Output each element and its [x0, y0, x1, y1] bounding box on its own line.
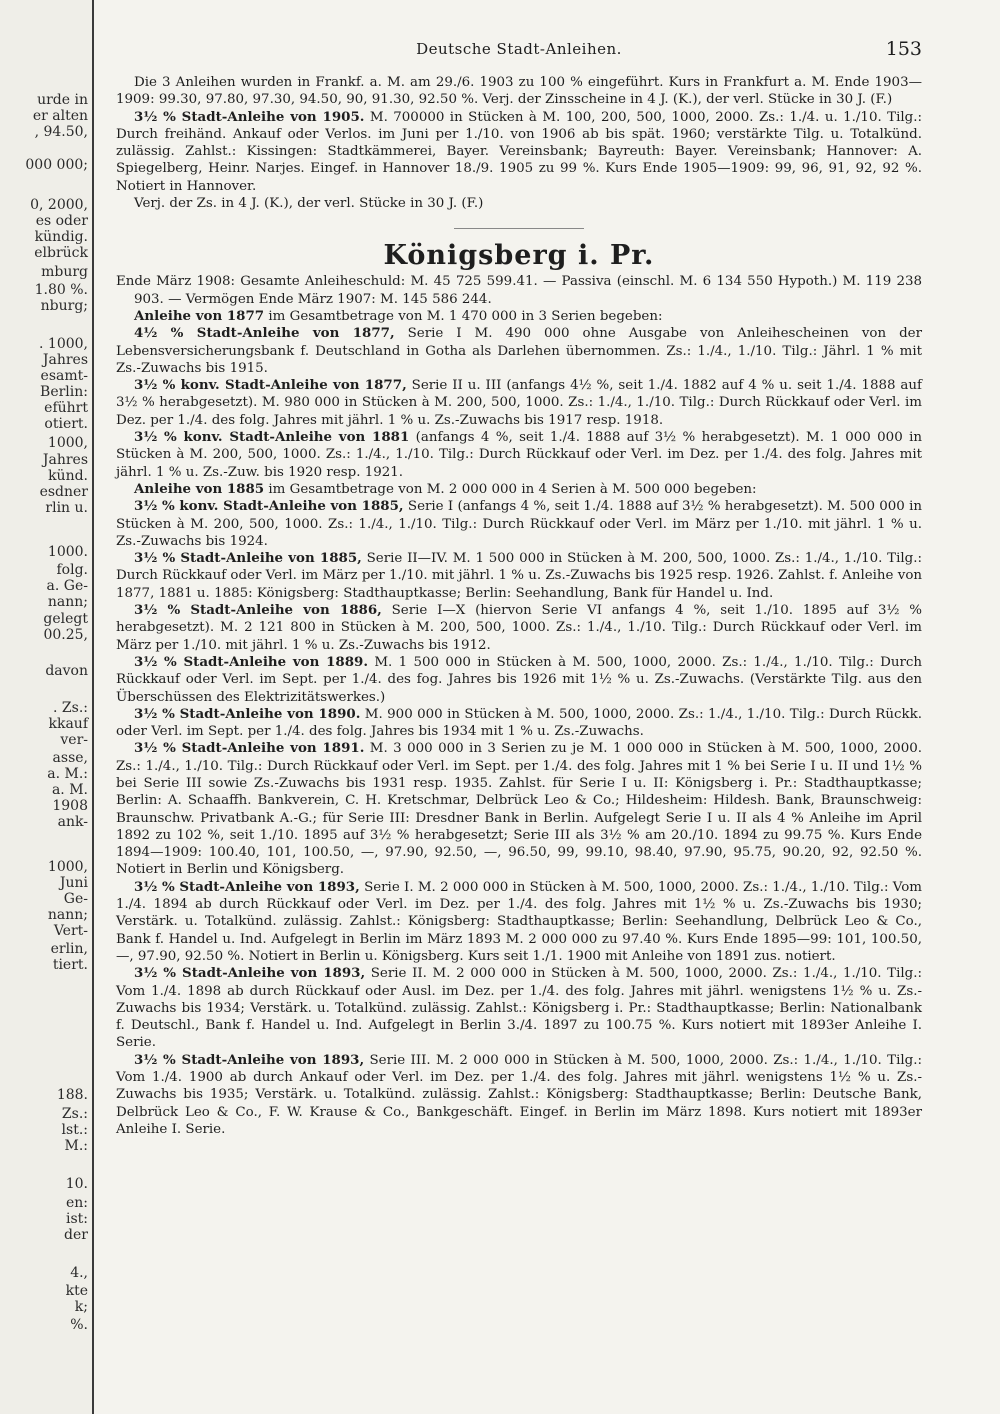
paragraph-1903-listing: Die 3 Anleihen wurden in Frankf. a. M. am 29./6. 1903 zu 100 % eingeführt. Kurs in Frankfurt a. M. Ende 1903—1909: 99.30, 97.80, 97.30, 94.50, 90, 91.30, 92.50 %. Verj. der Zinsscheine in 4 J. (K.), der verl. Stücke in 30 J. (F.) [116, 75, 922, 108]
left-margin-column [0, 0, 94, 1414]
margin-fragment: 1908 [52, 798, 88, 814]
main-text [116, 74, 922, 1138]
margin-fragment: ist: [65, 1211, 88, 1227]
margin-fragment: ank- [57, 814, 88, 830]
margin-fragment: esamt- [40, 368, 88, 384]
margin-fragment: 1.80 %. [34, 282, 88, 298]
loan-paragraph [116, 706, 922, 741]
margin-fragment: 1000. [47, 544, 88, 560]
margin-fragment: Zs.: [61, 1106, 88, 1122]
margin-fragment: %. [70, 1317, 88, 1333]
loan-text: M. 700000 in Stücken à M. 100, 200, 500, 1000, 2000. Zs.: 1./4. u. 1./10. Tilg.: Durch freihänd. Ankauf oder Verlos. im Juni per 1./10. von 1906 ab bis spät. 1960; verstärkte Tilg. u. Totalkünd. zulässig. Zahlst.: Kissingen: Stadtkämmerei, Bayer. Vereinsbank; Bayreuth: Bayer. Vereinsbank; Hannover: A. Spiegelberg, Heinr. Narjes. Eingef. in Hannover 18./9. 1905 zu 99 %. Kurs Ende 1905—1909: 99, 96, 91, 92, 92 %. Notiert in Hannover. [116, 109, 922, 194]
margin-fragment: gelegt [43, 611, 88, 627]
margin-fragment: a. M. [51, 782, 88, 798]
loan-text: M. 900 000 in Stücken à M. 500, 1000, 2000. Zs.: 1./4., 1./10. Tilg.: Durch Rückk. oder Verl. im Sept. per 1./4. des folg. Jahres bis 1934 mit 1 % u. Zs.-Zuwachs. [116, 706, 922, 740]
margin-fragment: kündig. [34, 229, 88, 245]
margin-fragment: 1000, [47, 435, 88, 451]
page-header [116, 40, 922, 64]
margin-fragment: 000 000; [25, 157, 88, 173]
loan-text: Serie II u. III (anfangs 4½ %, seit 1./4. 1882 auf 4 % u. seit 1./4. 1888 auf 3½ % herabgesetzt). M. 980 000 in Stücken à M. 200, 500, 1000. Zs.: 1./4., 1./10. Tilg.: Durch Rückkauf oder Verl. im Dez. per 1./4. des folg. Jahres mit jährl. 1 % u. Zs.-Zuwachs bis 1917 resp. 1918. [116, 378, 922, 428]
loan-title: 3½ % Stadt-Anleihe von 1886, [134, 602, 382, 619]
loan-title: 3½ % Stadt-Anleihe von 1893, [134, 878, 360, 895]
loan-text: im Gesamtbetrage von M. 1 470 000 in 3 Serien begeben: [264, 308, 663, 324]
loan-title: 3½ % konv. Stadt-Anleihe von 1877, [134, 377, 407, 394]
margin-fragment: folg. [56, 562, 88, 578]
city-intro: Ende März 1908: Gesamte Anleiheschuld: M. 45 725 599.41. — Passiva (einschl. M. 6 134 550 Hypoth.) M. 119 238 903. — Vermögen Ende März 1907: M. 145 586 244. [116, 274, 922, 307]
loan-text: M. 1 500 000 in Stücken à M. 500, 1000, 2000. Zs.: 1./4., 1./10. Tilg.: Durch Rückkauf oder Verl. im Sept. per 1./4. des fog. Jahres bis 1926 mit 1½ % u. Zs.-Zuwachs. (Verstärkte Tilg. aus den Überschüssen des Elektrizitätswerkes.) [116, 654, 923, 705]
loan-text: Serie I—X (hiervon Serie VI anfangs 4 %, seit 1./10. 1895 auf 3½ % herabgesetzt). M. 2 121 800 in Stücken à M. 200, 500, 1000. Zs.: 1./4., 1./10. Tilg.: Durch Rückkauf oder Verl. im März per 1./10. mit jährl. 1 % u. Zs.-Zuwachs bis 1912. [116, 603, 923, 653]
margin-fragment: esdner [39, 484, 88, 500]
loan-text: im Gesamtbetrage von M. 2 000 000 in 4 Serien à M. 500 000 begeben: [264, 481, 757, 497]
margin-fragment: k; [74, 1299, 88, 1315]
loan-paragraph [116, 498, 922, 550]
margin-fragment: Ge- [63, 891, 88, 907]
margin-fragment: 1000, [47, 859, 88, 875]
loan-title: 3½ % Stadt-Anleihe von 1885, [134, 550, 362, 567]
loan-paragraph [116, 740, 922, 878]
margin-fragment: . 1000, [39, 336, 88, 352]
margin-fragment: . Zs.: [53, 700, 88, 716]
loan-text: M. 3 000 000 in 3 Serien zu je M. 1 000 000 in Stücken à M. 500, 1000, 2000. Zs.: 1./4., 1./10. Tilg.: Durch Rückkauf oder Verl. im Sept. per 1./4. des folg. Jahres mit 1 % bei Serie I u. II und 1½ % bei Serie III sowie Zs.-Zuwachs bis 1931 resp. 1935. Zahlst. für Serie I u. II: Königsberg i. Pr.: Stadthauptkasse; Berlin: A. Schaaffh. Bankverein, C. H. Kretschmar, Delbrück Leo & Co.; Hildesheim: Hildesh. Bank, Braunschweig: Braunschw. Privatbank A.-G.; für Serie III: Dresdner Bank in Berlin. Aufgelegt Serie I u. II als 4 % Anleihe im April 1892 zu 102 %, seit 1./10. 1895 auf 3½ % herabgesetzt; Serie III als 3½ % am 20./10. 1894 zu 99.75 %. Kurs Ende 1894—1909: 100.40, 101, 100.50, —, 97.90, 92.50, —, 96.50, 99, 99.10, 98.40, 97.90, 95.75, 90.20, 92, 92.50 %. Notiert in Berlin und Königsberg. [116, 741, 922, 878]
paragraph-limitation: Verj. der Zs. in 4 J. (K.), der verl. Stücke in 30 J. (F.) [134, 196, 484, 212]
margin-fragment: er alten [32, 108, 88, 124]
margin-fragment: 4., [70, 1265, 88, 1281]
margin-fragment: asse, [52, 750, 88, 766]
margin-fragment: erlin, [50, 941, 88, 957]
margin-fragment: 0, 2000, [30, 197, 88, 213]
margin-fragment: der [64, 1227, 88, 1243]
margin-fragment: ver- [60, 732, 88, 748]
margin-fragment: nburg; [40, 298, 88, 314]
loan-title: Anleihe von 1877 [134, 307, 265, 324]
loan-text: Serie III. M. 2 000 000 in Stücken à M. 500, 1000, 2000. Zs.: 1./4., 1./10. Tilg.: Vom 1./4. 1900 ab durch Ankauf oder Verl. im Dez. per 1./4. des folg. Jahres mit jährl. wenigstens 1½ % u. Zs.-Zuwachs bis 1935; Verstärk. u. Totalkünd. zulässig. Zahlst.: Königsberg: Stadthauptkasse; Berlin: Deutsche Bank, Delbrück Leo & Co., F. W. Krause & Co., Bankgeschäft. Eingef. in Berlin im März 1898. Kurs notiert mit 1893er Anleihe I. Serie. [116, 1052, 922, 1137]
margin-fragment: mburg [41, 264, 88, 280]
loan-paragraph [116, 308, 922, 325]
margin-fragment: M.: [64, 1138, 88, 1154]
loan-title: 3½ % Stadt-Anleihe von 1905. [134, 108, 365, 125]
loan-title: 3½ % Stadt-Anleihe von 1891. [134, 740, 365, 757]
margin-fragment: tiert. [52, 957, 88, 973]
loan-title: 3½ % Stadt-Anleihe von 1890. [134, 705, 361, 722]
loan-paragraph [116, 654, 922, 706]
city-heading: Königsberg i. Pr. [383, 240, 655, 272]
margin-fragment: nann; [47, 594, 88, 610]
loan-paragraph [116, 550, 922, 602]
paragraph-1905-loan [116, 109, 922, 195]
loan-paragraph [116, 377, 922, 429]
margin-fragment: kkauf [48, 716, 88, 732]
margin-fragment: , 94.50, [34, 124, 88, 140]
margin-fragment: 10. [65, 1176, 88, 1192]
margin-fragment: rlin u. [45, 500, 88, 516]
margin-fragment: Jahres [42, 352, 88, 368]
margin-fragment: 00.25, [43, 627, 88, 643]
loan-text: Serie I M. 490 000 ohne Ausgabe von Anleihescheinen von der Lebensversicherungsbank f. Deutschland in Gotha als Darlehen übernommen. Zs.: 1./4., 1./10. Tilg.: Jährl. 1 % mit Zs.-Zuwachs bis 1915. [116, 326, 922, 376]
loan-paragraph [116, 481, 922, 498]
loan-title: 3½ % Stadt-Anleihe von 1893, [134, 965, 366, 982]
loan-title: 3½ % konv. Stadt-Anleihe von 1885, [134, 498, 404, 515]
margin-fragment: a. M.: [47, 766, 88, 782]
margin-fragment: 188. [56, 1087, 88, 1103]
running-title: Deutsche Stadt-Anleihen. [416, 40, 622, 58]
margin-fragment: en: [65, 1195, 88, 1211]
loan-text: Serie II. M. 2 000 000 in Stücken à M. 500, 1000, 2000. Zs.: 1./4., 1./10. Tilg.: Vom 1./4. 1898 ab durch Rückkauf oder Ausl. im Dez. per 1./4. des folg. Jahres mit jährl. wenigstens 1½ % u. Zs.-Zuwachs bis 1934; Verstärk. u. Totalkünd. zulässig. Zahlst.: Königsberg i. Pr.: Stadthauptkasse; Berlin: Nationalbank f. Deutschl., Bank f. Handel u. Ind. Aufgelegt in Berlin 3./4. 1897 zu 100.75 %. Kurs notiert mit 1893er Anleihe I. Serie. [116, 966, 922, 1051]
loan-title: 4½ % Stadt-Anleihe von 1877, [134, 325, 395, 342]
loan-title: 3½ % konv. Stadt-Anleihe von 1881 [134, 429, 410, 446]
loan-text: Serie II—IV. M. 1 500 000 in Stücken à M. 200, 500, 1000. Zs.: 1./4., 1./10. Tilg.: Durch Rückkauf oder Verl. im März per 1./10. mit jährl. 1 % u. Zs.-Zuwachs bis 1925 resp. 1926. Zahlst. f. Anleihe von 1877, 1881 u. 1885: Königsberg: Stadthauptkasse; Berlin: Seehandlung, Bank für Handel u. Ind. [116, 551, 922, 601]
margin-fragment: Juni [59, 875, 88, 891]
margin-fragment: lst.: [61, 1122, 88, 1138]
margin-fragment: Berlin: [40, 384, 88, 400]
loan-paragraph [116, 1052, 922, 1138]
loan-text: Serie I. M. 2 000 000 in Stücken à M. 500, 1000, 2000. Zs.: 1./4., 1./10. Tilg.: Vom 1./4. 1894 ab durch Rückkauf oder Verl. im Dez. per 1./4. des folg. Jahres mit 1½ % u. Zs.-Zuwachs bis 1930; Verstärk. u. Totalkünd. zulässig. Zahlst.: Königsberg: Stadthauptkasse; Berlin: Seehandlung, Delbrück Leo & Co., Bank f. Handel u. Ind. Aufgelegt in Berlin im März 1893 M. 2 000 000 zu 97.40 %. Kurs Ende 1895—99: 101, 100.50, —, 97.90, 92.50 %. Notiert in Berlin u. Königsberg. Kurs seit 1./1. 1900 mit Anleihe von 1891 zus. notiert. [116, 879, 923, 964]
section-divider [454, 228, 584, 229]
margin-fragment: davon [45, 663, 88, 679]
loan-title: 3½ % Stadt-Anleihe von 1893, [134, 1051, 365, 1068]
loan-title: Anleihe von 1885 [134, 480, 265, 497]
loan-paragraph [116, 429, 922, 481]
loan-text: (anfangs 4 %, seit 1./4. 1888 auf 3½ % herabgesetzt). M. 1 000 000 in Stücken à M. 200, 500, 1000. Zs.: 1./4., 1./10. Tilg.: Durch Rückkauf oder Verl. im Dez. per 1./4. des folg. Jahres mit jährl. 1 % u. Zs.-Zuw. bis 1920 resp. 1921. [116, 430, 922, 480]
loan-paragraph [116, 602, 922, 654]
loan-sections [116, 308, 922, 1138]
loan-title: 3½ % Stadt-Anleihe von 1889. [134, 653, 369, 670]
margin-fragment: es oder [35, 213, 88, 229]
margin-fragment: eführt [44, 400, 88, 416]
page-number: 153 [885, 38, 922, 60]
margin-fragment: elbrück [34, 245, 88, 261]
loan-paragraph [116, 879, 922, 965]
margin-fragment: urde in [37, 92, 88, 108]
loan-text: Serie I (anfangs 4 %, seit 1./4. 1888 auf 3½ % herabgesetzt). M. 500 000 in Stücken à M. 200, 500, 1000. Zs.: 1./4., 1./10. Tilg.: Durch Rückkauf oder Verl. im März per 1./10. mit jährl. 1 % u. Zs.-Zuwachs bis 1924. [116, 499, 922, 549]
margin-fragment: otiert. [44, 416, 88, 432]
margin-fragment: künd. [48, 468, 88, 484]
margin-fragment: kte [65, 1283, 88, 1299]
margin-fragment: Jahres [42, 452, 88, 468]
loan-paragraph [116, 965, 922, 1051]
margin-fragment: a. Ge- [46, 578, 88, 594]
margin-fragment: Vert- [53, 923, 88, 939]
loan-paragraph [116, 325, 922, 377]
margin-fragment: nann; [47, 907, 88, 923]
